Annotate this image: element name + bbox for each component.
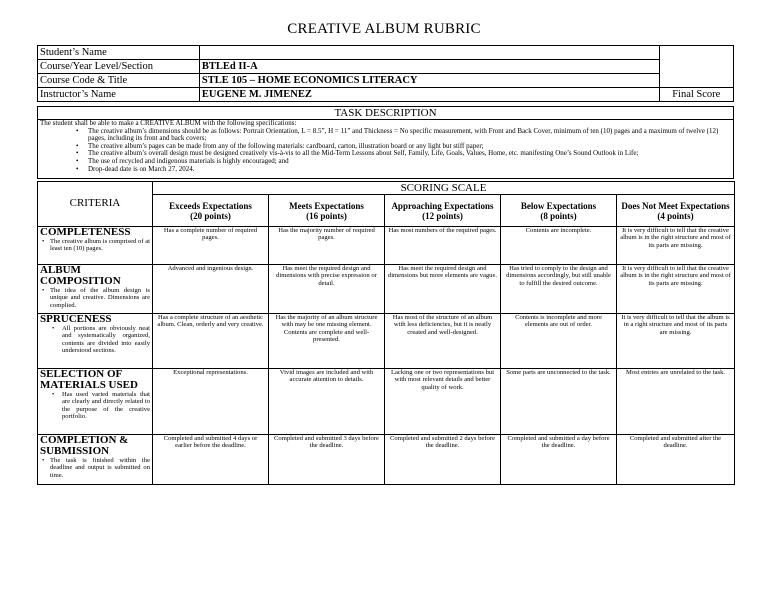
criteria-header: CRITERIA	[38, 182, 153, 227]
level-header-meets: Meets Expectations (16 points)	[269, 195, 385, 227]
criterion-description: • The task is finished within the deadline and output is submitted on time.	[40, 457, 150, 479]
rubric-cell: Has the majority of an album structure with may be one missing element. Contents are complete and well-presented.	[269, 314, 385, 369]
rubric-cell: Advanced and ingenious design.	[153, 265, 269, 314]
task-spec-item: • The creative album’s overall design must be designed creatively vis-à-vis to all the Mid-Term Lessons about Self, Family, Life, Goals, Values, Home, etc. manifesting One’s Sound Outlook in Life;	[76, 150, 733, 158]
rubric-cell: Has most of the structure of an album with less deficiencies, but it is neatly created and well-designed.	[385, 314, 501, 369]
final-score-blank	[659, 74, 733, 88]
task-spec-item: • The creative album’s dimensions should be as follows: Portrait Orientation, L = 8.5”, H = 11” and Thickness = No specific measurement, with Front and Back Cover, minimum of ten (10) pages and a maximum of twelve (12) pages, including its front and back covers;	[76, 128, 733, 143]
rubric-cell: Completed and submitted after the deadline.	[617, 435, 735, 485]
final-score-blank	[659, 60, 733, 74]
rubric-cell: Completed and submitted 2 days before the deadline.	[385, 435, 501, 485]
criterion-description: • Has used varied materials that are clearly and directly related to the purpose of the creative portfolio.	[40, 391, 150, 421]
rubric-cell: Completed and submitted 3 days before the deadline.	[269, 435, 385, 485]
final-score-label: Final Score	[659, 88, 733, 102]
level-header-approaching: Approaching Expectations (12 points)	[385, 195, 501, 227]
task-spec-item: • The use of recycled and indigenous materials is highly encouraged; and	[76, 158, 733, 166]
rubric-cell: Some parts are unconnected to the task.	[501, 369, 617, 435]
rubric-cell: Has a complete number of required pages.	[153, 227, 269, 265]
task-spec-item: • Drop-dead date is on March 27, 2024.	[76, 166, 733, 174]
course-value: STLE 105 – HOME ECONOMICS LITERACY	[199, 74, 659, 88]
course-label: Course Code & Title	[38, 74, 200, 88]
instructor-label: Instructor’s Name	[38, 88, 200, 102]
rubric-cell: It is very difficult to tell that the album is in a right structure and most of its parts are missing.	[617, 314, 735, 369]
task-spec-item: • The creative album’s pages can be made from any of the following materials: cardboard, carton, illustration board or any light but stiff paper;	[76, 143, 733, 151]
task-description-box	[37, 106, 734, 179]
criterion-cell	[38, 369, 153, 435]
year-level-label: Course/Year Level/Section	[38, 60, 200, 74]
task-description-heading: TASK DESCRIPTION	[38, 107, 733, 120]
task-spec-list	[38, 128, 733, 174]
rubric-cell: Has tried to comply to the design and dimensions accordingly, but still unable to fulfill the desired outcome.	[501, 265, 617, 314]
scoring-scale-header: SCORING SCALE	[153, 182, 735, 195]
rubric-row-completeness	[38, 227, 735, 265]
level-header-below: Below Expectations (8 points)	[501, 195, 617, 227]
rubric-cell: Contents are incomplete.	[501, 227, 617, 265]
instructor-value: EUGENE M. JIMENEZ	[199, 88, 659, 102]
student-info-table	[37, 45, 734, 102]
rubric-cell: It is very difficult to tell that the creative album is in the right structure and most of its parts are missing.	[617, 265, 735, 314]
criterion-name: SPRUCENESS	[40, 313, 112, 325]
rubric-row-album-composition	[38, 265, 735, 314]
criterion-name: ALBUM COMPOSITION	[40, 264, 121, 287]
page-title: CREATIVE ALBUM RUBRIC	[287, 21, 481, 37]
rubric-cell: Most entries are unrelated to the task.	[617, 369, 735, 435]
year-level-value: BTLEd II-A	[199, 60, 659, 74]
final-score-blank	[659, 46, 733, 60]
criterion-description: • The creative album is comprised of at least ten (10) pages.	[40, 238, 150, 253]
student-name-label: Student’s Name	[38, 46, 200, 60]
rubric-cell: Exceptional representations.	[153, 369, 269, 435]
task-intro: The student shall be able to make a CREATIVE ALBUM with the following specifications:	[40, 119, 297, 127]
rubric-cell: Vivid images are included and with accurate attention to details.	[269, 369, 385, 435]
criterion-description: • The idea of the album design is unique and creative. Dimensions are complied.	[40, 287, 150, 309]
criterion-cell	[38, 314, 153, 369]
rubric-row-spruceness	[38, 314, 735, 369]
rubric-row-selection-of-materials	[38, 369, 735, 435]
rubric-cell: Has meet the required design and dimensions but more elements are vague.	[385, 265, 501, 314]
rubric-cell: Has the majority number of required pages.	[269, 227, 385, 265]
student-name-field[interactable]	[199, 46, 659, 60]
criterion-name: SELECTION OF MATERIALS USED	[40, 368, 138, 391]
criterion-description: • All portions are obviously neat and systematically organized, contents are divided into easily understood sections.	[40, 325, 150, 355]
criterion-cell	[38, 227, 153, 265]
rubric-row-completion-submission	[38, 435, 735, 485]
criterion-name: COMPLETENESS	[40, 226, 131, 238]
level-header-exceeds: Exceeds Expectations (20 points)	[153, 195, 269, 227]
rubric-cell: Completed and submitted 4 days or earlier before the deadline.	[153, 435, 269, 485]
rubric-cell: Lacking one or two representations but with most relevant details and better quality of work.	[385, 369, 501, 435]
rubric-cell: Has a complete structure of an aesthetic album. Clean, orderly and very creative.	[153, 314, 269, 369]
rubric-cell: Contents is incomplete and more elements are out of order.	[501, 314, 617, 369]
rubric-table	[37, 181, 735, 485]
rubric-cell: Has meet the required design and dimensions with precise expression or detail.	[269, 265, 385, 314]
criterion-name: COMPLETION & SUBMISSION	[40, 434, 129, 457]
rubric-cell: It is very difficult to tell that the creative album is in the right structure and most of its parts are missing.	[617, 227, 735, 265]
criterion-cell	[38, 435, 153, 485]
criterion-cell	[38, 265, 153, 314]
rubric-cell: Completed and submitted a day before the deadline.	[501, 435, 617, 485]
rubric-cell: Has most numbers of the required pages.	[385, 227, 501, 265]
level-header-does-not-meet: Does Not Meet Expectations (4 points)	[617, 195, 735, 227]
